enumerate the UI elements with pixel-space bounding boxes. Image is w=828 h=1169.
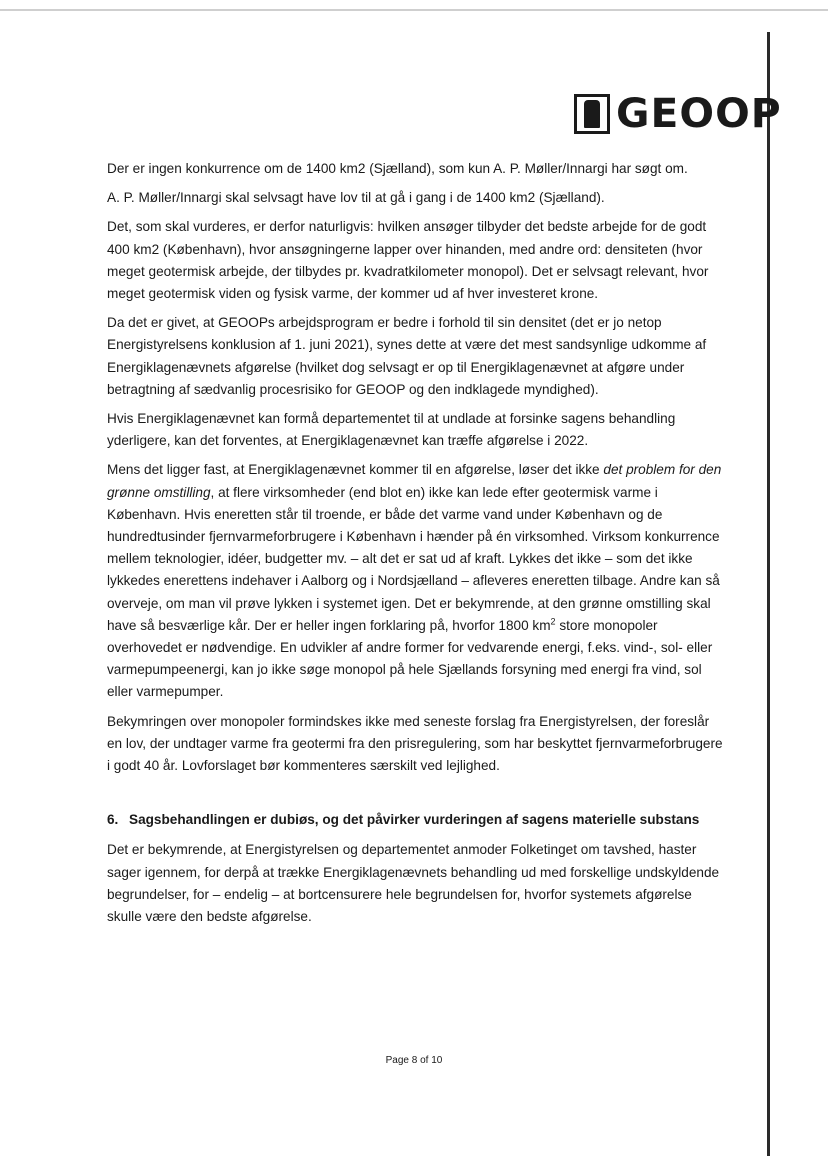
paragraph: A. P. Møller/Innargi skal selvsagt have lov til at gå i gang i de 1400 km2 (Sjælland). bbox=[107, 190, 605, 206]
paragraph bbox=[107, 459, 727, 703]
superscript: 2 bbox=[550, 616, 556, 627]
paragraph-text: , at flere virksomheder (end blot en) ikke kan lede efter geotermisk varme i København. Hvis eneretten står til troende, er både det varme vand under København og de hundredtusinder fjernvarmeforbrugere i København i hænder på én virksomhed. Virksom konkurrence mellem teknologier, idéer, budgetter mv. – alt det er sat ud af kraft. Lykkes det ikke – som det ikke lykkedes enerettens indehaver i Aalborg og i Nordsjælland – afleveres eneretten tilbage. Andre kan så overveje, om man vil prøve lykken i systemet igen. Det er bekymrende, at den grønne omstilling skal have så besværlige kår. Der er heller ingen forklaring på, hvorfor 1800 km bbox=[107, 484, 720, 633]
paragraph-text: Mens det ligger fast, at Energiklagenævnet kommer til en afgørelse, løser det ikke bbox=[107, 462, 604, 478]
page-number: Page 8 of 10 bbox=[385, 1055, 443, 1066]
top-scan-rule bbox=[0, 9, 828, 11]
section-heading bbox=[107, 809, 727, 831]
emphasis-text: det problem for den grønne omstilling bbox=[107, 462, 722, 500]
logo-wordmark: GEOOP bbox=[616, 91, 782, 137]
section-title: Sagsbehandlingen er dubiøs, og det påvirker vurderingen af sagens materielle substans bbox=[129, 812, 700, 828]
paragraph: Bekymringen over monopoler formindskes ikke med seneste forslag fra Energistyrelsen, der foreslår en lov, der undtager varme fra geotermi fra den prisregulering, som har beskyttet fjernvarmeforbrugere i godt 40 år. Lovforslaget bør kommenteres særskilt ved lejlighed. bbox=[107, 713, 723, 774]
scan-edge-line bbox=[767, 32, 770, 1156]
section-number: 6. bbox=[107, 812, 119, 828]
paragraph-text: store monopoler overhovedet er nødvendige. En udvikler af andre former for vedvarende energi, f.eks. vind-, sol- eller varmepumpeenergi, kan jo ikke søge monopol på hele Sjællands forsyning med energi fra vind, sol eller varmepumper. bbox=[107, 617, 713, 700]
geoop-logo bbox=[574, 91, 782, 137]
paragraph: Det, som skal vurderes, er derfor naturligvis: hvilken ansøger tilbyder det bedste arbejde for de godt 400 km2 (København), hvor ansøgningerne lapper over hinanden, med andre ord: densiteten (hvor meget geotermisk arbejde, der tilbydes pr. kvadratkilometer monopol). Det er selvsagt relevant, hvor meget geotermisk viden og fysisk varme, der kommer ud af hver investeret krone. bbox=[107, 219, 709, 302]
paragraph: Det er bekymrende, at Energistyrelsen og departementet anmoder Folketinget om tavshed, haster sager igennem, for derpå at trække Energiklagenævnets behandling ud med forskellige undskyldende begrundelser, for – endelig – at bortcensurere hele begrundelsen for, hvorfor systemets afgørelse skulle være den bedste afgørelse. bbox=[107, 842, 720, 925]
page-footer bbox=[0, 1054, 828, 1068]
document-body bbox=[107, 158, 727, 935]
paragraph: Da det er givet, at GEOOPs arbejdsprogram er bedre i forhold til sin densitet (det er jo netop Energistyrelsens konklusion af 1. juni 2021), synes dette at være det mest sandsynlige udkomme af Energiklagenævnets afgørelse (hvilket dog selvsagt er op til Energiklagenævnet at afgøre under betragtning af sædvanlig procesrisiko for GEOOP og den indklagede myndighed). bbox=[107, 315, 707, 397]
logo-mark-icon bbox=[574, 94, 610, 134]
paragraph: Hvis Energiklagenævnet kan formå departementet til at undlade at forsinke sagens behandling yderligere, kan det forventes, at Energiklagenævnet kan træffe afgørelse i 2022. bbox=[107, 411, 676, 449]
paragraph: Der er ingen konkurrence om de 1400 km2 (Sjælland), som kun A. P. Møller/Innargi har søgt om. bbox=[107, 161, 688, 176]
